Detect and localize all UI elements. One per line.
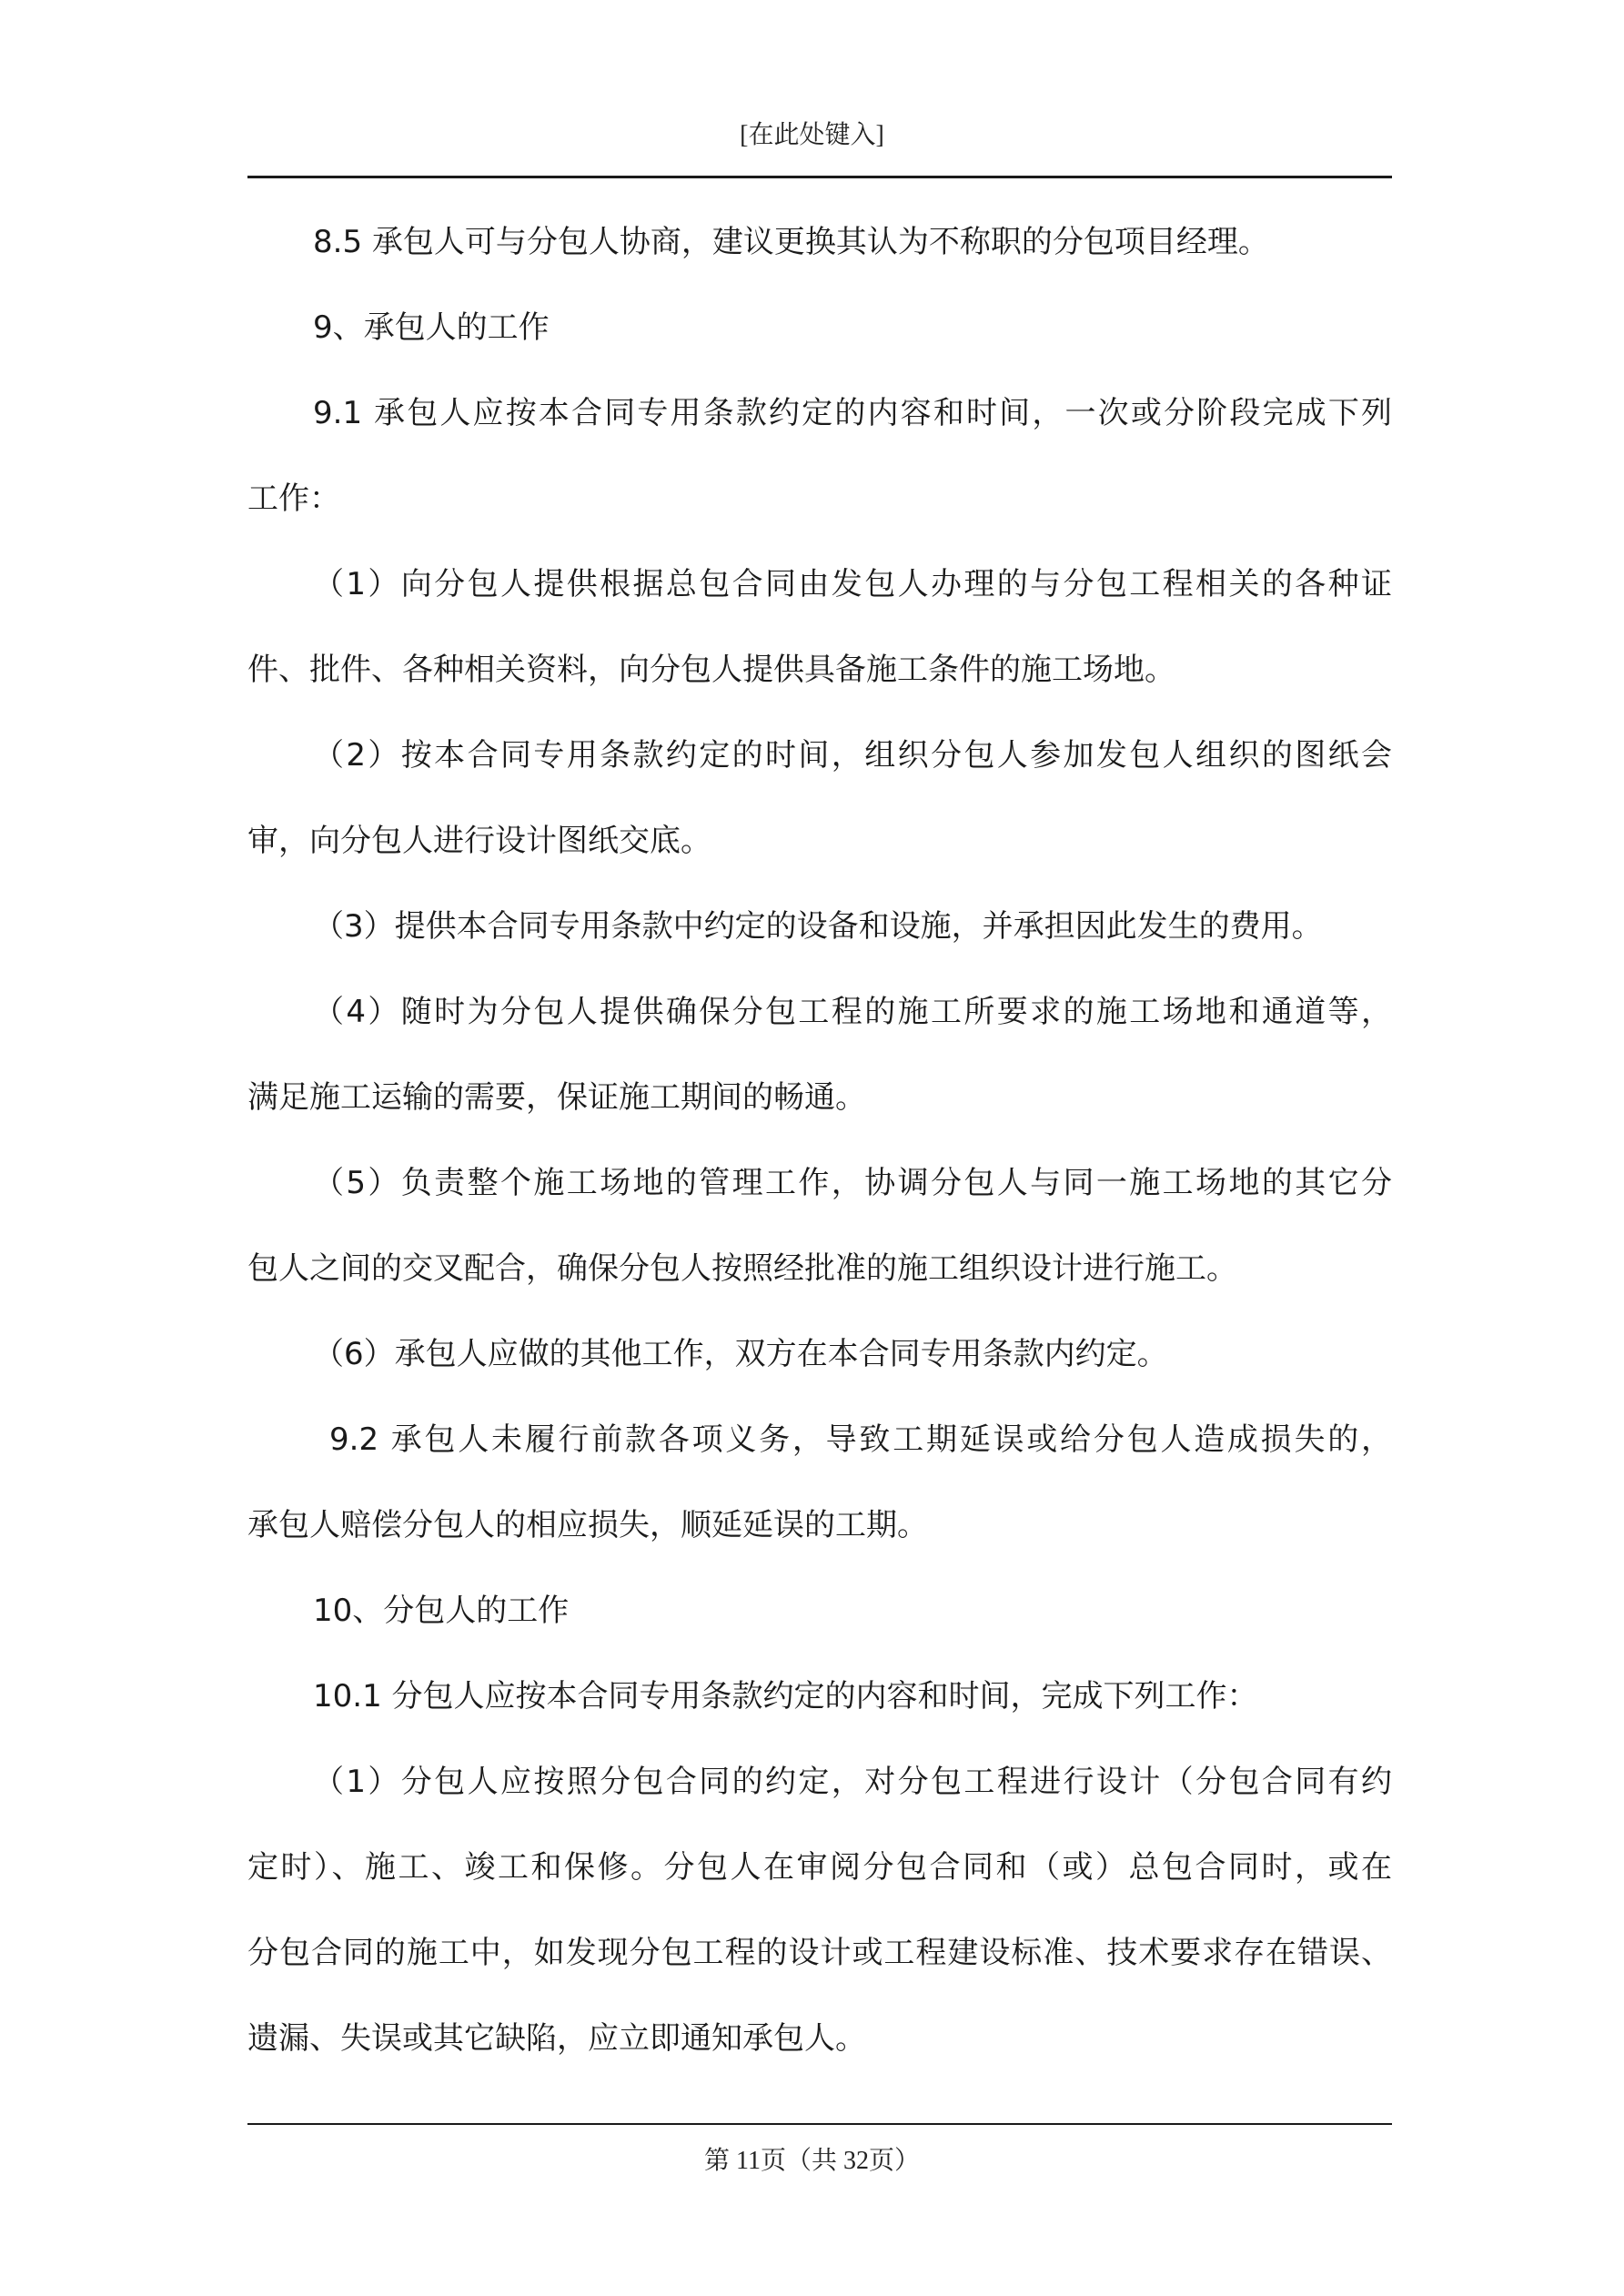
item-1-line-2: 件、批件、各种相关资料，向分包人提供具备施工条件的施工场地。 [247, 652, 1175, 688]
item-2-line-1: （2）按本合同专用条款约定的时间，组织分包人参加发包人组织的图纸会 [313, 737, 1392, 774]
paragraph-9-1-line-2: 工作： [247, 480, 340, 517]
paragraph-10-1: 10.1 分包人应按本合同专用条款约定的内容和时间，完成下列工作： [313, 1678, 1258, 1714]
item-6: （6）承包人应做的其他工作，双方在本合同专用条款内约定。 [313, 1336, 1168, 1372]
paragraph-8-5: 8.5 承包人可与分包人协商，建议更换其认为不称职的分包项目经理。 [313, 224, 1269, 260]
work-item-1-line-3: 分包合同的施工中，如发现分包工程的设计或工程建设标准、技术要求存在错误、 [247, 1935, 1392, 1971]
item-5-line-1: （5）负责整个施工场地的管理工作，协调分包人与同一施工场地的其它分 [313, 1165, 1392, 1201]
item-2-line-2: 审，向分包人进行设计图纸交底。 [247, 823, 711, 859]
work-item-1-line-4: 遗漏、失误或其它缺陷，应立即通知承包人。 [247, 2020, 866, 2057]
footer-rule [247, 2123, 1392, 2125]
item-1-line-1: （1）向分包人提供根据总包合同由发包人办理的与分包工程相关的各种证 [313, 566, 1392, 602]
page-footer: 第 11页（共 32页） [704, 2147, 920, 2175]
header-rule [247, 176, 1392, 178]
paragraph-9-2-line-2: 承包人赔偿分包人的相应损失，顺延延误的工期。 [247, 1507, 928, 1543]
work-item-1-line-2: 定时）、施工、竣工和保修。分包人在审阅分包合同和（或）总包合同时，或在 [247, 1849, 1392, 1886]
work-item-1-line-1: （1）分包人应按照分包合同的约定，对分包工程进行设计（分包合同有约 [313, 1764, 1392, 1800]
item-4-line-1: （4）随时为分包人提供确保分包工程的施工所要求的施工场地和通道等， [313, 994, 1392, 1030]
paragraph-9-2-line-1: 9.2 承包人未履行前款各项义务，导致工期延误或给分包人造成损失的， [329, 1421, 1392, 1458]
item-4-line-2: 满足施工运输的需要，保证施工期间的畅通。 [247, 1079, 866, 1116]
paragraph-9-1-line-1: 9.1 承包人应按本合同专用条款约定的内容和时间，一次或分阶段完成下列 [313, 395, 1392, 431]
heading-9: 9、承包人的工作 [313, 309, 550, 346]
item-5-line-2: 包人之间的交叉配合，确保分包人按照经批准的施工组织设计进行施工。 [247, 1250, 1237, 1287]
heading-10: 10、分包人的工作 [313, 1593, 570, 1629]
item-3: （3）提供本合同专用条款中约定的设备和设施，并承担因此发生的费用。 [313, 908, 1323, 945]
page-header: [在此处键入] [740, 121, 884, 149]
